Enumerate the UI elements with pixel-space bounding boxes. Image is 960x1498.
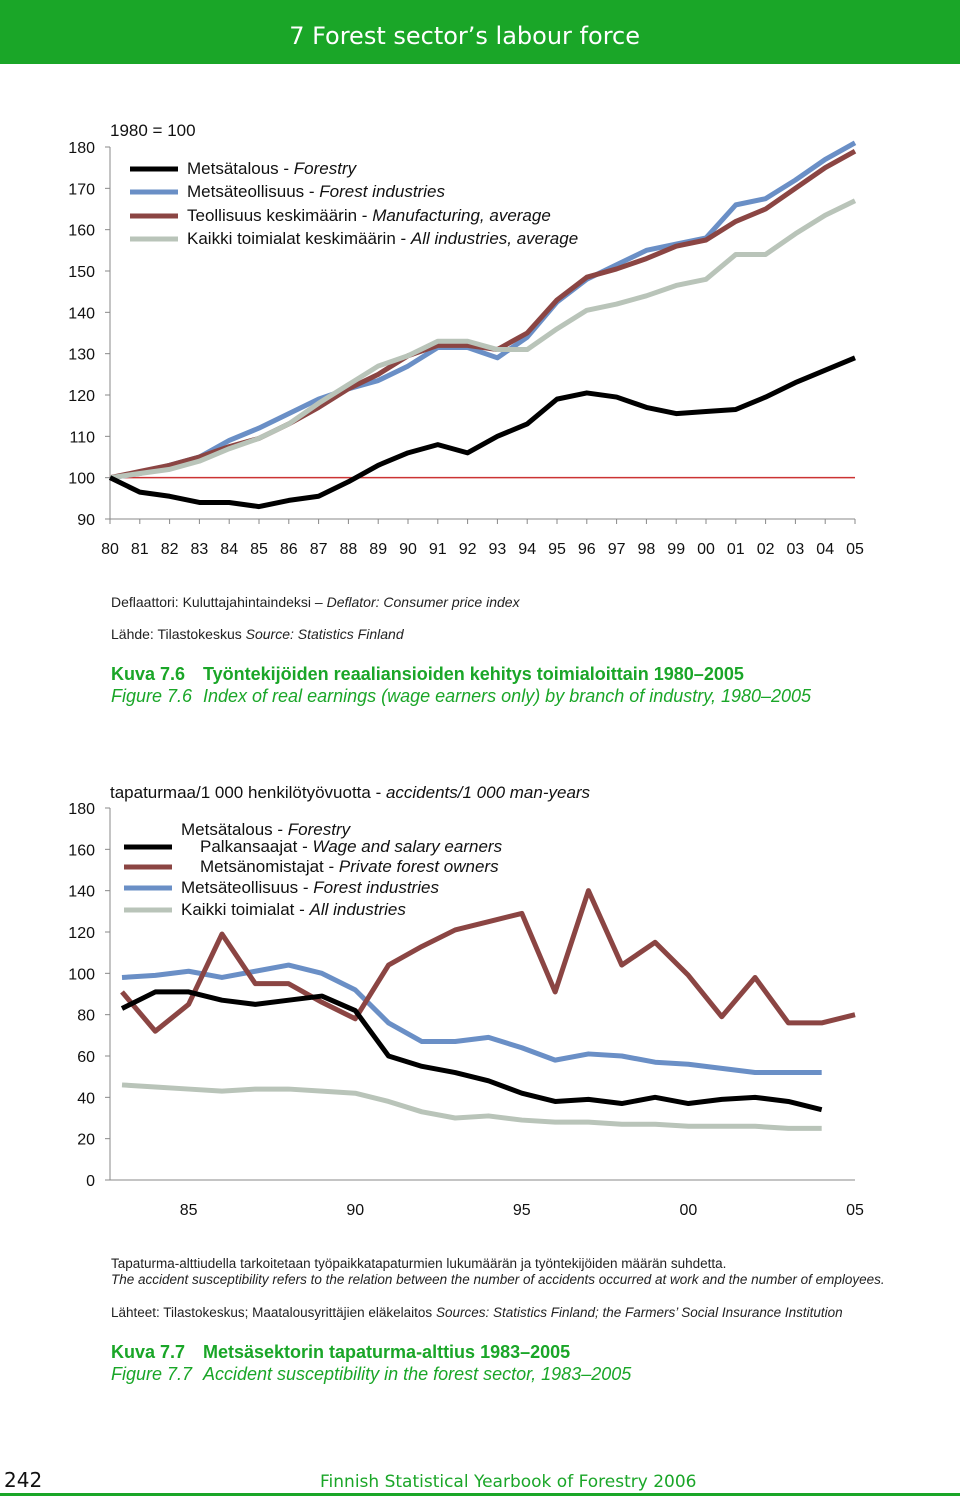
section-header [0, 0, 960, 64]
x-tick-label: 85 [179, 1202, 198, 1219]
x-tick-label: 89 [369, 541, 388, 558]
real-earnings-chart [0, 110, 960, 580]
y-tick-label: 160 [68, 842, 95, 860]
x-tick-label: 85 [250, 541, 268, 558]
x-tick-label: 80 [101, 541, 119, 558]
caption-fi-number: Kuva 7.6 [111, 664, 186, 684]
caption2-en-number: Figure 7.7 [111, 1364, 193, 1384]
y-tick-label: 170 [68, 181, 95, 199]
caption2-fi-number: Kuva 7.7 [111, 1342, 186, 1362]
x-tick-label: 90 [399, 541, 417, 558]
y-tick-label: 120 [68, 388, 95, 405]
x-tick-label: 03 [786, 541, 805, 558]
source-note [111, 626, 404, 642]
sources-note-fi: Lähteet: Tilastokeskus; Maatalousyrittäjien eläkelaitos [111, 1305, 433, 1320]
x-tick-label: 04 [816, 541, 835, 558]
figure-caption2-fi [111, 1342, 570, 1363]
legend-item-3-label: Kaikki toimialat keskimäärin - All industries, average [187, 229, 579, 248]
y-axis-label: 1980 = 100 [110, 121, 196, 140]
x-tick-label: 90 [346, 1202, 365, 1219]
y-tick-label: 110 [69, 429, 95, 447]
x-tick-label: 97 [607, 541, 626, 558]
legend-group-label: Metsätalous - Forestry [181, 820, 351, 839]
x-tick-label: 94 [518, 541, 537, 558]
y-tick-label: 60 [77, 1049, 95, 1066]
legend-item-1-label: Metsänomistajat - Private forest owners [200, 857, 499, 876]
x-tick-label: 02 [756, 541, 775, 558]
deflator-note-en: Deflator: Consumer price index [326, 594, 520, 610]
y-tick-label: 180 [68, 801, 95, 818]
y-tick-label: 160 [68, 222, 95, 240]
x-tick-label: 91 [428, 541, 447, 558]
x-tick-label: 95 [548, 541, 566, 558]
legend-item-0-label: Palkansaajat - Wage and salary earners [200, 837, 503, 856]
accident-susceptibility-chart [0, 770, 960, 1230]
x-tick-label: 87 [309, 541, 328, 558]
y-tick-label: 140 [68, 305, 95, 323]
x-tick-label: 84 [220, 541, 239, 558]
y-tick-label: 90 [77, 512, 95, 529]
caption-fi-text: Työntekijöiden reaaliansioiden kehitys toimialoittain 1980–2005 [203, 664, 744, 684]
y-tick-label: 140 [68, 883, 95, 901]
x-tick-label: 98 [637, 541, 656, 558]
figure-caption2-en [111, 1364, 631, 1385]
y-tick-label: 130 [68, 346, 95, 364]
x-tick-label: 93 [488, 541, 507, 558]
caption-en-text: Index of real earnings (wage earners only) by branch of industry, 1980–2005 [203, 686, 812, 706]
series-line-0 [110, 358, 855, 507]
x-tick-label: 83 [190, 541, 209, 558]
x-tick-label: 96 [577, 541, 596, 558]
x-tick-label: 00 [697, 541, 715, 558]
caption2-en-text: Accident susceptibility in the forest sector, 1983–2005 [203, 1364, 632, 1384]
caption-en-number: Figure 7.6 [111, 686, 193, 706]
sources-note-en: Sources: Statistics Finland; the Farmers’ Social Insurance Institution [435, 1305, 843, 1320]
y-tick-label: 180 [68, 140, 95, 157]
footer-title: Finnish Statistical Yearbook of Forestry 2006 [320, 1472, 697, 1492]
page-number: 242 [4, 1468, 43, 1492]
x-tick-label: 92 [458, 541, 477, 558]
y-tick-label: 0 [86, 1173, 95, 1190]
x-tick-label: 86 [279, 541, 298, 558]
x-tick-label: 81 [130, 541, 149, 558]
legend-item-2-label: Teollisuus keskimäärin - Manufacturing, average [187, 206, 551, 225]
figure-caption-fi [111, 664, 744, 685]
legend-item-2-label: Metsäteollisuus - Forest industries [181, 878, 439, 897]
series-line-3 [122, 1085, 822, 1128]
sources-note [111, 1305, 843, 1320]
y-tick-label: 40 [77, 1090, 95, 1108]
definition-note-en: The accident susceptibility refers to the relation between the number of accidents occurred at work and the number of employees. [111, 1272, 885, 1287]
x-tick-label: 95 [512, 1202, 531, 1219]
caption2-fi-text: Metsäsektorin tapaturma-alttius 1983–2005 [203, 1342, 571, 1362]
figure-caption-en [111, 686, 811, 707]
y-tick-label: 120 [68, 925, 95, 942]
y-tick-label: 100 [68, 966, 95, 984]
x-tick-label: 00 [679, 1202, 698, 1219]
y-axis-label: tapaturmaa/1 000 henkilötyövuotta - accidents/1 000 man-years [110, 783, 591, 802]
x-tick-label: 01 [726, 541, 745, 558]
x-tick-label: 99 [667, 541, 686, 558]
x-tick-label: 05 [846, 541, 864, 558]
footer-rule [0, 1493, 960, 1496]
x-tick-label: 88 [339, 541, 358, 558]
section-title: 7 Forest sector’s labour force [289, 22, 640, 50]
x-tick-label: 05 [846, 1202, 864, 1219]
deflator-note: Deflaattori: Kuluttajahintaindeksi – Deflator: Consumer price index [111, 594, 520, 610]
source-note-en: Source: Statistics Finland [245, 626, 404, 642]
definition-note-fi: Tapaturma-alttiudella tarkoitetaan työpaikkatapaturmien lukumäärän ja työntekijöiden määrän suhdetta. [111, 1256, 727, 1271]
legend-item-0-label: Metsätalous - Forestry [187, 159, 357, 178]
x-tick-label: 82 [160, 541, 179, 558]
legend-item-3-label: Kaikki toimialat - All industries [181, 900, 406, 919]
series-line-2 [122, 965, 822, 1072]
deflator-note-fi: Deflaattori: Kuluttajahintaindeksi [111, 594, 312, 610]
y-tick-label: 80 [77, 1007, 95, 1025]
source-note-fi: Lähde: Tilastokeskus [111, 626, 242, 642]
y-tick-label: 100 [68, 470, 95, 488]
y-tick-label: 150 [68, 264, 95, 281]
y-tick-label: 20 [77, 1131, 95, 1149]
legend-item-1-label: Metsäteollisuus - Forest industries [187, 182, 445, 201]
